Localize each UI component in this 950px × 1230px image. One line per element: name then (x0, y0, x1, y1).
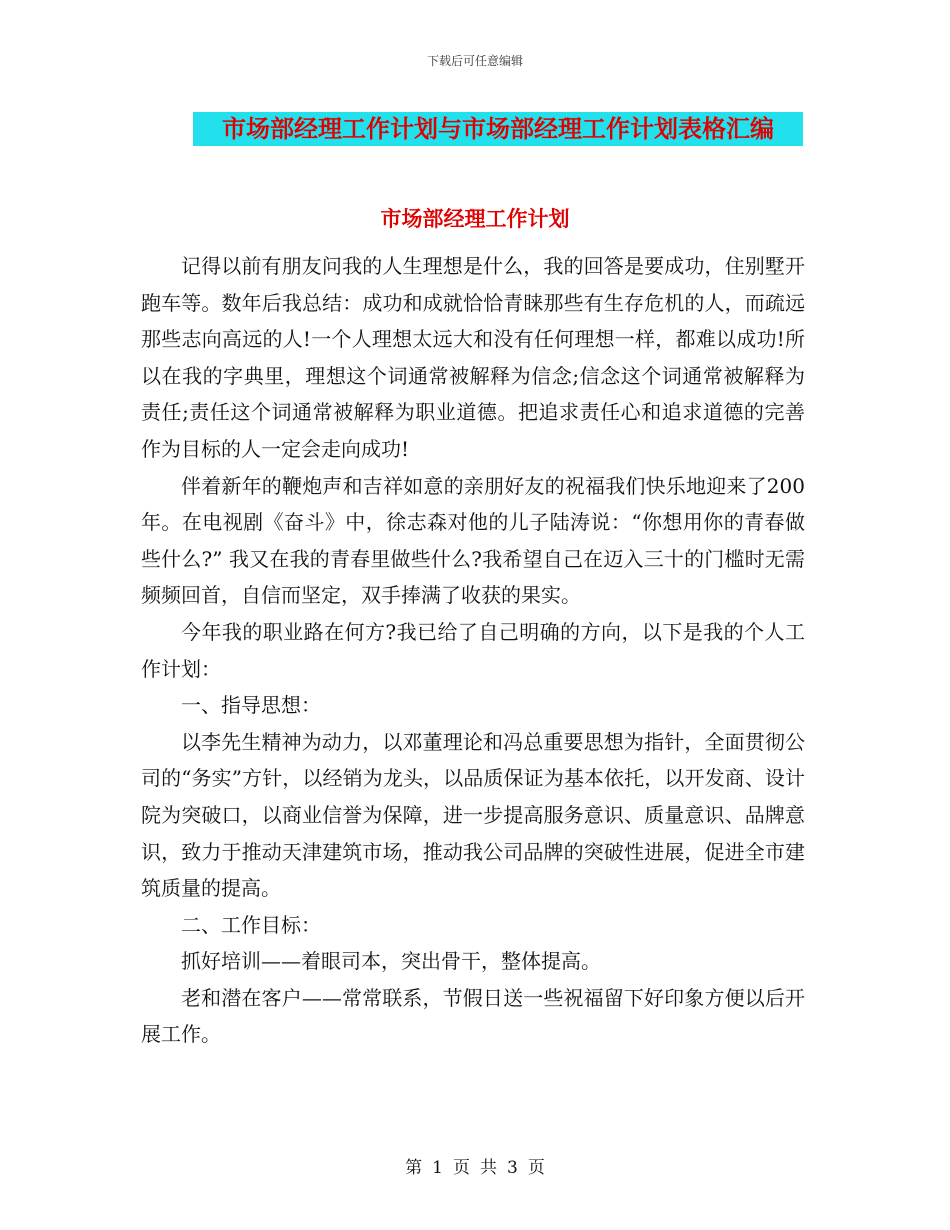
section-heading: 二、工作目标： (181, 912, 321, 937)
paragraph: 老和潜在客户——常常联系，节假日送一些祝福留下好印象方便以后开展工作。 (141, 985, 805, 1047)
page-label: 第 (405, 1158, 423, 1178)
paragraph: 伴着新年的鞭炮声和吉祥如意的亲朋好友的祝福我们快乐地迎来了200年。在电视剧《奋斗》中，徐志森对他的儿子陆涛说：“你想用你的青春做些什么?” 我又在我的青春里做些什么?我希望自己在迈入三十的门槛时无需频频回首，自信而坚定，双手捧满了收获的果实。 (141, 473, 805, 608)
section-title: 市场部经理工作计划 (380, 207, 570, 231)
total-unit: 页 (527, 1158, 545, 1178)
document-body (141, 248, 805, 1053)
paragraph: 抓好培训——着眼司本，突出骨干，整体提高。 (181, 949, 601, 974)
paragraph: 今年我的职业路在何方?我已给了自己明确的方向，以下是我的个人工作计划： (141, 619, 805, 681)
header-note: 下载后可任意编辑 (426, 54, 523, 68)
page-unit: 页 (453, 1158, 470, 1178)
section-heading: 一、指导思想： (181, 693, 321, 718)
document-title: 市场部经理工作计划与市场部经理工作计划表格汇编 (193, 112, 803, 146)
total-pages: 3 (507, 1158, 518, 1178)
total-label: 共 (480, 1158, 497, 1178)
paragraph: 记得以前有朋友问我的人生理想是什么，我的回答是要成功，住别墅开跑车等。数年后我总结：成功和成就恰恰青睐那些有生存危机的人，而疏远那些志向高远的人!一个人理想太远大和没有任何理想一样，都难以成功!所以在我的字典里，理想这个词通常被解释为信念;信念这个词通常被解释为责任;责任这个词通常被解释为职业道德。把追求责任心和追求道德的完善作为目标的人一定会走向成功! (141, 254, 805, 461)
page-number: 1 (432, 1158, 443, 1178)
page-footer (0, 1153, 950, 1178)
paragraph: 以李先生精神为动力，以邓董理论和冯总重要思想为指针，全面贯彻公司的“务实”方针，以经销为龙头，以品质保证为基本依托，以开发商、设计院为突破口，以商业信誉为保障，进一步提高服务意识、质量意识、品牌意识，致力于推动天津建筑市场，推动我公司品牌的突破性进展，促进全市建筑质量的提高。 (141, 729, 805, 901)
